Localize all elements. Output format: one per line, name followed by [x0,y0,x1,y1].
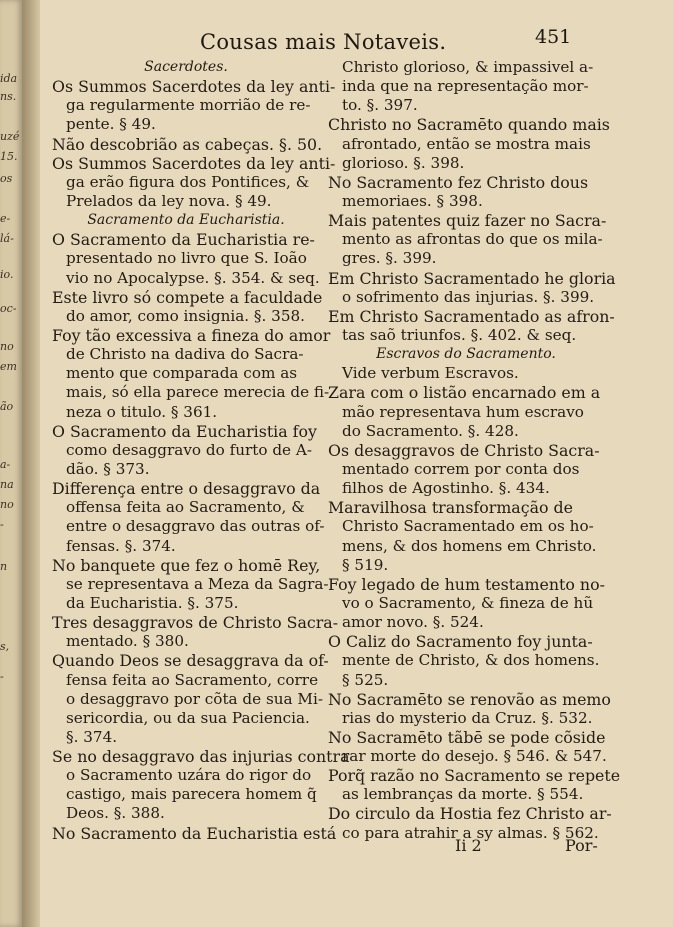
index-entry-line: entre o desaggravo das outras of- [66,517,325,536]
index-entry-line: O Caliz do Sacramento foy junta- [328,632,593,652]
index-entry-line: castigo, mais parecera homem q̃ [66,785,317,804]
index-entry-line: § 519. [342,555,389,574]
index-entry-line: afrontado, então se mostra mais [342,134,591,153]
index-entry-line: mens, & dos homens em Christo. [342,536,597,555]
index-entry-line: o sofrimento das injurias. §. 399. [342,287,595,306]
index-entry-line: fensas. §. 374. [66,536,176,555]
previous-page-edge [0,0,24,927]
previous-page-fragment: na [0,478,14,491]
index-entry-line: Foy legado de hum testamento no- [328,574,605,594]
index-entry-line: da Eucharistia. §. 375. [66,593,239,612]
previous-page-fragment: oc- [0,302,17,315]
previous-page-fragment: - [0,518,4,531]
index-entry-line: pente. § 49. [66,115,156,134]
index-entry-line: rar morte do desejo. § 546. & 547. [342,747,607,766]
index-entry-line: Zara com o listão encarnado em a [328,383,601,403]
index-entry-line: filhos de Agostinho. §. 434. [342,479,550,498]
index-entry-line: tas saõ triunfos. §. 402. & seq. [342,325,577,344]
index-entry-line: No Sacramēto tãbē se pode cõside [328,727,606,747]
index-entry-line: Deos. §. 388. [66,804,165,823]
left-column [52,58,350,843]
previous-page-fragment: - [0,670,4,683]
previous-page-fragment: 15. [0,150,18,163]
index-entry-line: vio no Apocalypse. §. 354. & seq. [66,268,320,287]
index-entry-line: Tres desaggravos de Christo Sacra- [52,613,339,633]
previous-page-fragment: lá- [0,232,14,245]
page-number: 451 [535,26,572,48]
previous-page-fragment: os [0,172,13,185]
index-entry-line: o desaggravo por cõta de sua Mi- [66,689,323,708]
index-entry-line: glorioso. §. 398. [342,153,465,172]
index-entry-line: to. §. 397. [342,96,418,115]
index-entry-line: inda que na representação mor- [342,77,589,96]
index-entry-line: No Sacramēto se renovão as memo [328,689,611,709]
section-heading: Escravos do Sacramento. [376,346,556,363]
index-entry-line: mentado. § 380. [66,632,189,651]
index-entry-line: sericordia, ou da sua Paciencia. [66,708,310,727]
running-title: Cousas mais Notaveis. [200,30,447,54]
index-entry-line: se representava a Meza da Sagra- [66,574,329,593]
index-entry-line: Em Christo Sacramentado he gloria [328,268,616,288]
index-entry-line: ga regularmente morrião de re- [66,96,311,115]
index-entry-line: Mais patentes quiz fazer no Sacra- [328,211,607,231]
page-footer [0,836,673,856]
index-entry-line: de Christo na dadiva do Sacra- [66,345,304,364]
previous-page-fragment: ida [0,72,18,85]
index-entry-line: Este livro só compete a faculdade [52,287,323,307]
index-entry-line: Christo no Sacramēto quando mais [328,115,610,135]
index-entry-line: Os Summos Sacerdotes da ley anti- [52,153,336,173]
index-entry-line: Christo glorioso, & impassivel a- [342,58,594,76]
index-entry-line: Quando Deos se desaggrava da of- [52,651,329,671]
page-gutter [22,0,40,927]
index-entry-line: O Sacramento da Eucharistia re- [52,230,315,250]
previous-page-fragment: no [0,340,14,353]
index-entry-line: Differença entre o desaggravo da [52,479,321,499]
index-entry-line: No Sacramento fez Christo dous [328,172,589,192]
previous-page-fragment: uzé [0,130,20,143]
index-entry-line: Maravilhosa transformação de [328,498,573,518]
previous-page-fragment: ão [0,400,14,413]
section-heading: Sacerdotes. [144,59,228,75]
index-entry-line: Porq̃ razão no Sacramento se repete [328,766,621,786]
index-entry-line: § 525. [342,670,389,689]
index-entry-line: memoriaes. § 398. [342,191,483,210]
index-entry-line: como desaggravo do furto de A- [66,440,312,459]
index-entry-line: dão. § 373. [66,459,150,478]
previous-page-fragment: s, [0,640,10,653]
index-entry-line: Prelados da ley nova. § 49. [66,191,272,210]
index-entry-line: Não descobrião as cabeças. §. 50. [52,134,323,154]
index-entry-line: No banquete que fez o homē Rey, [52,555,321,575]
index-entry-line: o Sacramento uzára do rigor do [66,766,312,785]
index-entry-line: ga erão figura dos Pontifices, & [66,172,310,191]
index-entry-line: fensa feita ao Sacramento, corre [66,670,319,689]
index-entry-line: mais, só ella parece merecia de fi- [66,383,330,402]
index-entry-line: rias do mysterio da Cruz. §. 532. [342,708,593,727]
index-entry-line: Do circulo da Hostia fez Christo ar- [328,804,612,824]
index-entry-line: mento que comparada com as [66,364,298,383]
previous-page-fragment: n [0,560,8,573]
previous-page-fragment: ns. [0,90,17,103]
previous-page-fragment: a- [0,458,11,471]
index-entry-line: do amor, como insignia. §. 358. [66,306,305,325]
index-entry-line: gres. §. 399. [342,249,437,268]
index-entry-line: Christo Sacramentado em os ho- [342,517,594,536]
index-entry-line: co para atrahir a sy almas. § 562. [342,823,599,842]
section-heading: Sacramento da Eucharistia. [87,212,285,229]
index-entry-line: mão representava hum escravo [342,402,584,421]
previous-page-fragment: e- [0,212,11,225]
index-entry-line: mentado correm por conta dos [342,459,580,478]
index-entry-line: do Sacramento. §. 428. [342,421,519,440]
index-entry-line: mente de Christo, & dos homens. [342,651,600,670]
index-entry-line: No Sacramento da Eucharistia está [52,823,337,843]
index-entry-line: Os desaggravos de Christo Sacra- [328,440,600,460]
previous-page-fragment: no [0,498,14,511]
index-entry-line: O Sacramento da Eucharistia foy [52,421,317,441]
index-entry-line: Vide verbum Escravos. [342,364,519,383]
page-header [0,18,673,58]
right-column [328,58,621,843]
index-entry-line: amor novo. §. 524. [342,613,484,632]
signature-mark: Ii 2 [455,836,482,855]
index-entry-line: Foy tão excessiva a fineza do amor [52,325,331,345]
previous-page-fragment: io. [0,268,14,281]
index-entry-line: as lembranças da morte. § 554. [342,785,584,804]
index-entry-line: neza o titulo. § 361. [66,402,218,421]
index-entry-line: Se no desaggravo das injurias contra [52,747,350,767]
index-entry-line: Os Summos Sacerdotes da ley anti- [52,77,336,97]
catchword: Por- [565,836,598,855]
index-entry-line: Em Christo Sacramentado as afron- [328,306,615,326]
index-entry-line: §. 374. [66,727,118,746]
previous-page-fragment: em [0,360,17,373]
index-entry-line: mento as afrontas do que os mila- [342,230,603,249]
index-entry-line: vo o Sacramento, & fineza de hũ [342,593,594,612]
index-entry-line: presentado no livro que S. Ioão [66,249,307,268]
index-entry-line: offensa feita ao Sacramento, & [66,498,305,517]
